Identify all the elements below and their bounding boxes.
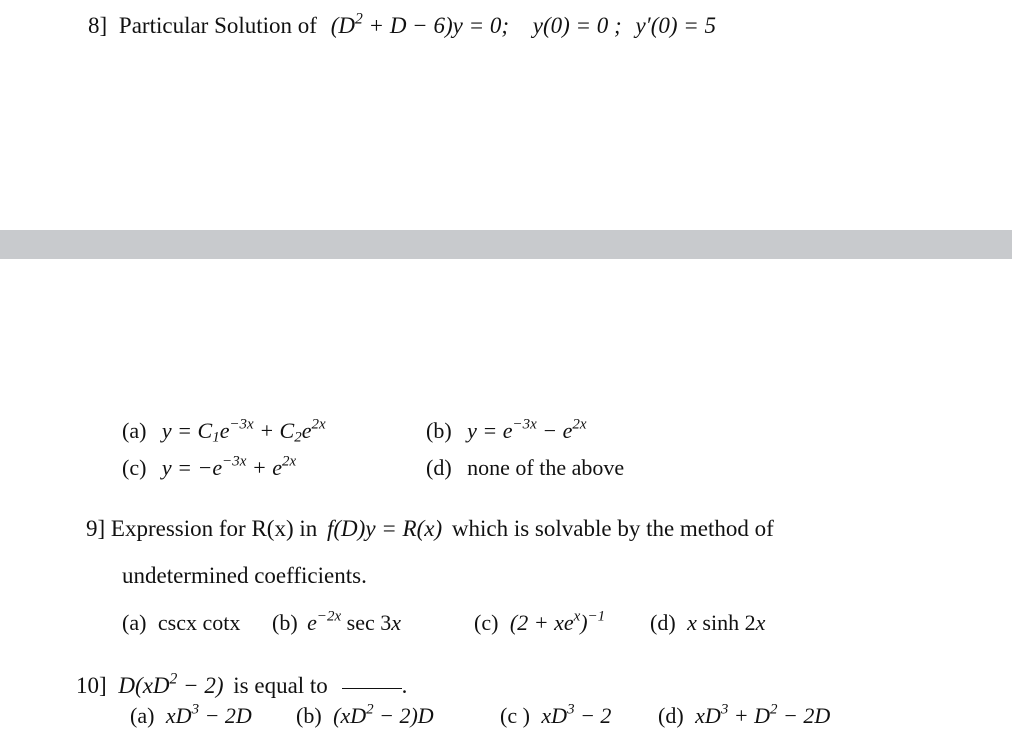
q8-option-b[interactable]: [426, 418, 587, 444]
q8-option-d[interactable]: [426, 455, 624, 481]
answer-blank[interactable]: [342, 688, 402, 689]
q8-option-a[interactable]: [122, 418, 326, 444]
option-text: $xD^3 - 2$: [541, 701, 612, 728]
q9-option-b[interactable]: [272, 610, 401, 636]
initial-condition-2: y′(0) = 5: [635, 13, 717, 38]
option-label: (a): [122, 610, 147, 635]
option-text: $y = C_1e^{-3x} + C_2e^{2x}$: [161, 416, 326, 446]
option-text: $e^{-2x}$ sec 3x: [307, 608, 401, 635]
question-text: is equal to: [233, 673, 328, 698]
q9-option-d[interactable]: [650, 610, 765, 636]
equation: f(D)y = R(x): [327, 516, 443, 541]
option-label: (a): [130, 703, 155, 728]
option-label: (a): [122, 418, 147, 443]
question-9-line2: undetermined coefficients.: [122, 563, 367, 588]
option-text: $y = -e^{-3x} + e^{2x}$: [161, 453, 297, 480]
question-number: 10]: [76, 673, 107, 698]
blank-period: .: [401, 673, 408, 698]
q10-option-d[interactable]: [658, 703, 830, 729]
option-label: (d): [426, 455, 452, 480]
option-label: (b): [272, 610, 298, 635]
expression: $D(xD^2 - 2)$: [118, 670, 224, 698]
question-text: Expression for R(x) in: [110, 516, 318, 541]
option-label: (b): [296, 703, 322, 728]
option-label: (d): [650, 610, 676, 635]
option-text: x sinh 2x: [687, 610, 766, 635]
option-label: (c): [474, 610, 499, 635]
option-text: none of the above: [467, 455, 625, 480]
option-text: $xD^3 + D^2 - 2D$: [695, 701, 831, 728]
question-number: 8]: [88, 13, 108, 38]
question-9-stem: [86, 516, 774, 542]
option-label: (d): [658, 703, 684, 728]
q10-option-a[interactable]: [130, 703, 252, 729]
question-number: 9]: [86, 516, 106, 541]
option-label: (c ): [500, 703, 530, 728]
option-label: (c): [122, 455, 147, 480]
q9-option-a[interactable]: [122, 610, 240, 636]
question-text-continued: which is solvable by the method of: [451, 516, 774, 541]
option-text: $y = e^{-3x} - e^{2x}$: [467, 416, 587, 443]
initial-condition-1: y(0) = 0 ;: [532, 13, 622, 38]
separator-band: [0, 230, 1012, 259]
q8-option-c[interactable]: [122, 455, 296, 481]
question-8-stem: [88, 10, 717, 39]
option-text: cscx cotx: [157, 610, 241, 635]
question-text: Particular Solution of: [118, 13, 317, 38]
option-text: $xD^3 - 2D$: [165, 701, 252, 728]
option-label: (b): [426, 418, 452, 443]
q10-option-b[interactable]: [296, 703, 434, 729]
option-text: $(xD^2 - 2)D$: [333, 701, 434, 728]
equation: $(D^2 + D - 6)y = 0$;: [330, 10, 509, 38]
q10-option-c[interactable]: [500, 703, 611, 729]
q9-option-c[interactable]: [474, 610, 605, 636]
question-10-stem: [76, 670, 408, 699]
option-text: $(2 + xe^x)^{-1}$: [509, 608, 606, 635]
